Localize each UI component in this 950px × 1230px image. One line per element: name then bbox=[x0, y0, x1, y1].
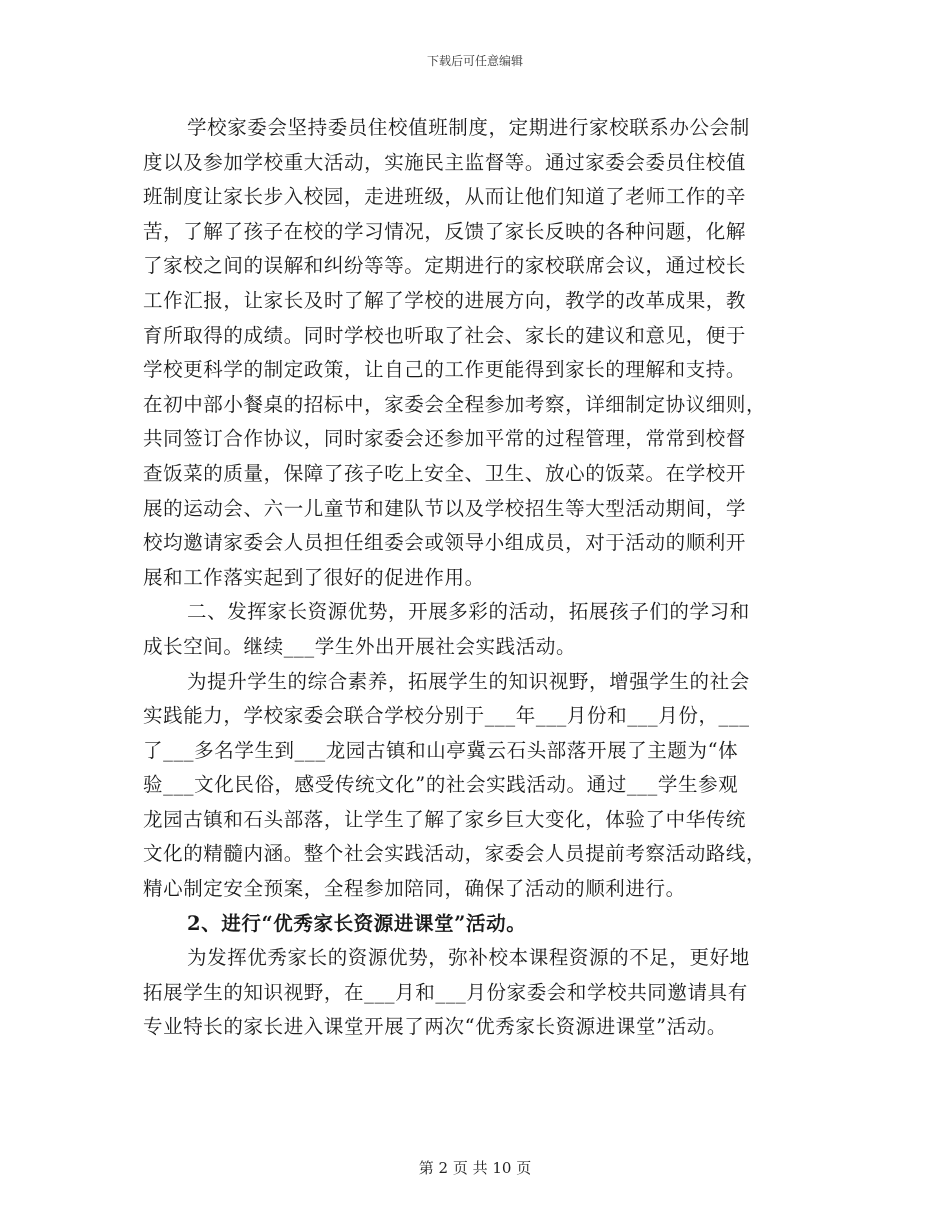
section-heading-line: 成长空间。继续___学生外出开展社会实践活动。 bbox=[143, 634, 577, 658]
paragraph-line: 专业特长的家长进入课堂开展了两次“优秀家长资源进课堂”活动。 bbox=[143, 1015, 727, 1039]
paragraph-line: 共同签订合作协议，同时家委会还参加平常的过程管理，常常到校督 bbox=[143, 427, 747, 451]
paragraph-line: 工作汇报，让家长及时了解了学校的进展方向，教学的改革成果，教 bbox=[143, 288, 747, 312]
paragraph-line: 学校更科学的制定政策，让自己的工作更能得到家长的理解和支持。 bbox=[143, 358, 747, 382]
paragraph-line: 文化的精髓内涵。整个社会实践活动，家委会人员提前考察活动路线， bbox=[143, 842, 767, 866]
paragraph-line: 了___多名学生到___龙园古镇和山亭冀云石头部落开展了主题为“体 bbox=[143, 738, 739, 762]
paragraph-line: 验___文化民俗，感受传统文化”的社会实践活动。通过___学生参观 bbox=[143, 773, 739, 797]
paragraph-line: 校均邀请家委会人员担任组委会或领导小组成员，对于活动的顺利开 bbox=[143, 531, 747, 555]
paragraph-line: 学校家委会坚持委员住校值班制度，定期进行家校联系办公会制 bbox=[187, 116, 750, 139]
paragraph-line: 拓展学生的知识视野，在___月和___月份家委会和学校共同邀请具有 bbox=[143, 980, 748, 1004]
page-footer: 第 2 页 共 10 页 bbox=[418, 1159, 532, 1177]
page-header: 下载后可任意编辑 bbox=[426, 54, 523, 68]
section-heading-line: 二、发挥家长资源优势，开展多彩的活动，拓展孩子们的学习和 bbox=[187, 600, 750, 624]
paragraph-line: 查饭菜的质量，保障了孩子吃上安全、卫生、放心的饭菜。在学校开 bbox=[143, 461, 747, 485]
paragraph-line: 班制度让家长步入校园，走进班级，从而让他们知道了老师工作的辛 bbox=[143, 185, 747, 209]
paragraph-line: 精心制定安全预案，全程参加陪同，确保了活动的顺利进行。 bbox=[143, 877, 686, 901]
paragraph-line: 了家校之间的误解和纠纷等等。定期进行的家校联席会议，通过校长 bbox=[143, 254, 747, 278]
paragraph-line: 苦，了解了孩子在校的学习情况，反馈了家长反映的各种问题，化解 bbox=[143, 219, 747, 243]
paragraph-line: 育所取得的成绩。同时学校也听取了社会、家长的建议和意见，便于 bbox=[143, 323, 747, 347]
paragraph-line: 展的运动会、六一儿童节和建队节以及学校招生等大型活动期间，学 bbox=[143, 496, 747, 520]
paragraph-line: 实践能力，学校家委会联合学校分别于___年___月份和___月份，___ bbox=[143, 704, 750, 728]
paragraph-line: 在初中部小餐桌的招标中，家委会全程参加考察，详细制定协议细则， bbox=[143, 392, 767, 416]
paragraph-line: 展和工作落实起到了很好的促进作用。 bbox=[143, 565, 485, 589]
paragraph-line: 度以及参加学校重大活动，实施民主监督等。通过家委会委员住校值 bbox=[143, 150, 747, 174]
document-body bbox=[143, 111, 807, 1045]
paragraph-line: 龙园古镇和石头部落，让学生了解了家乡巨大变化，体验了中华传统 bbox=[143, 807, 747, 831]
subsection-heading: 2、进行“优秀家长资源进课堂”活动。 bbox=[187, 911, 527, 935]
paragraph-line: 为发挥优秀家长的资源优势，弥补校本课程资源的不足，更好地 bbox=[187, 946, 750, 970]
paragraph-line: 为提升学生的综合素养，拓展学生的知识视野，增强学生的社会 bbox=[187, 669, 750, 693]
